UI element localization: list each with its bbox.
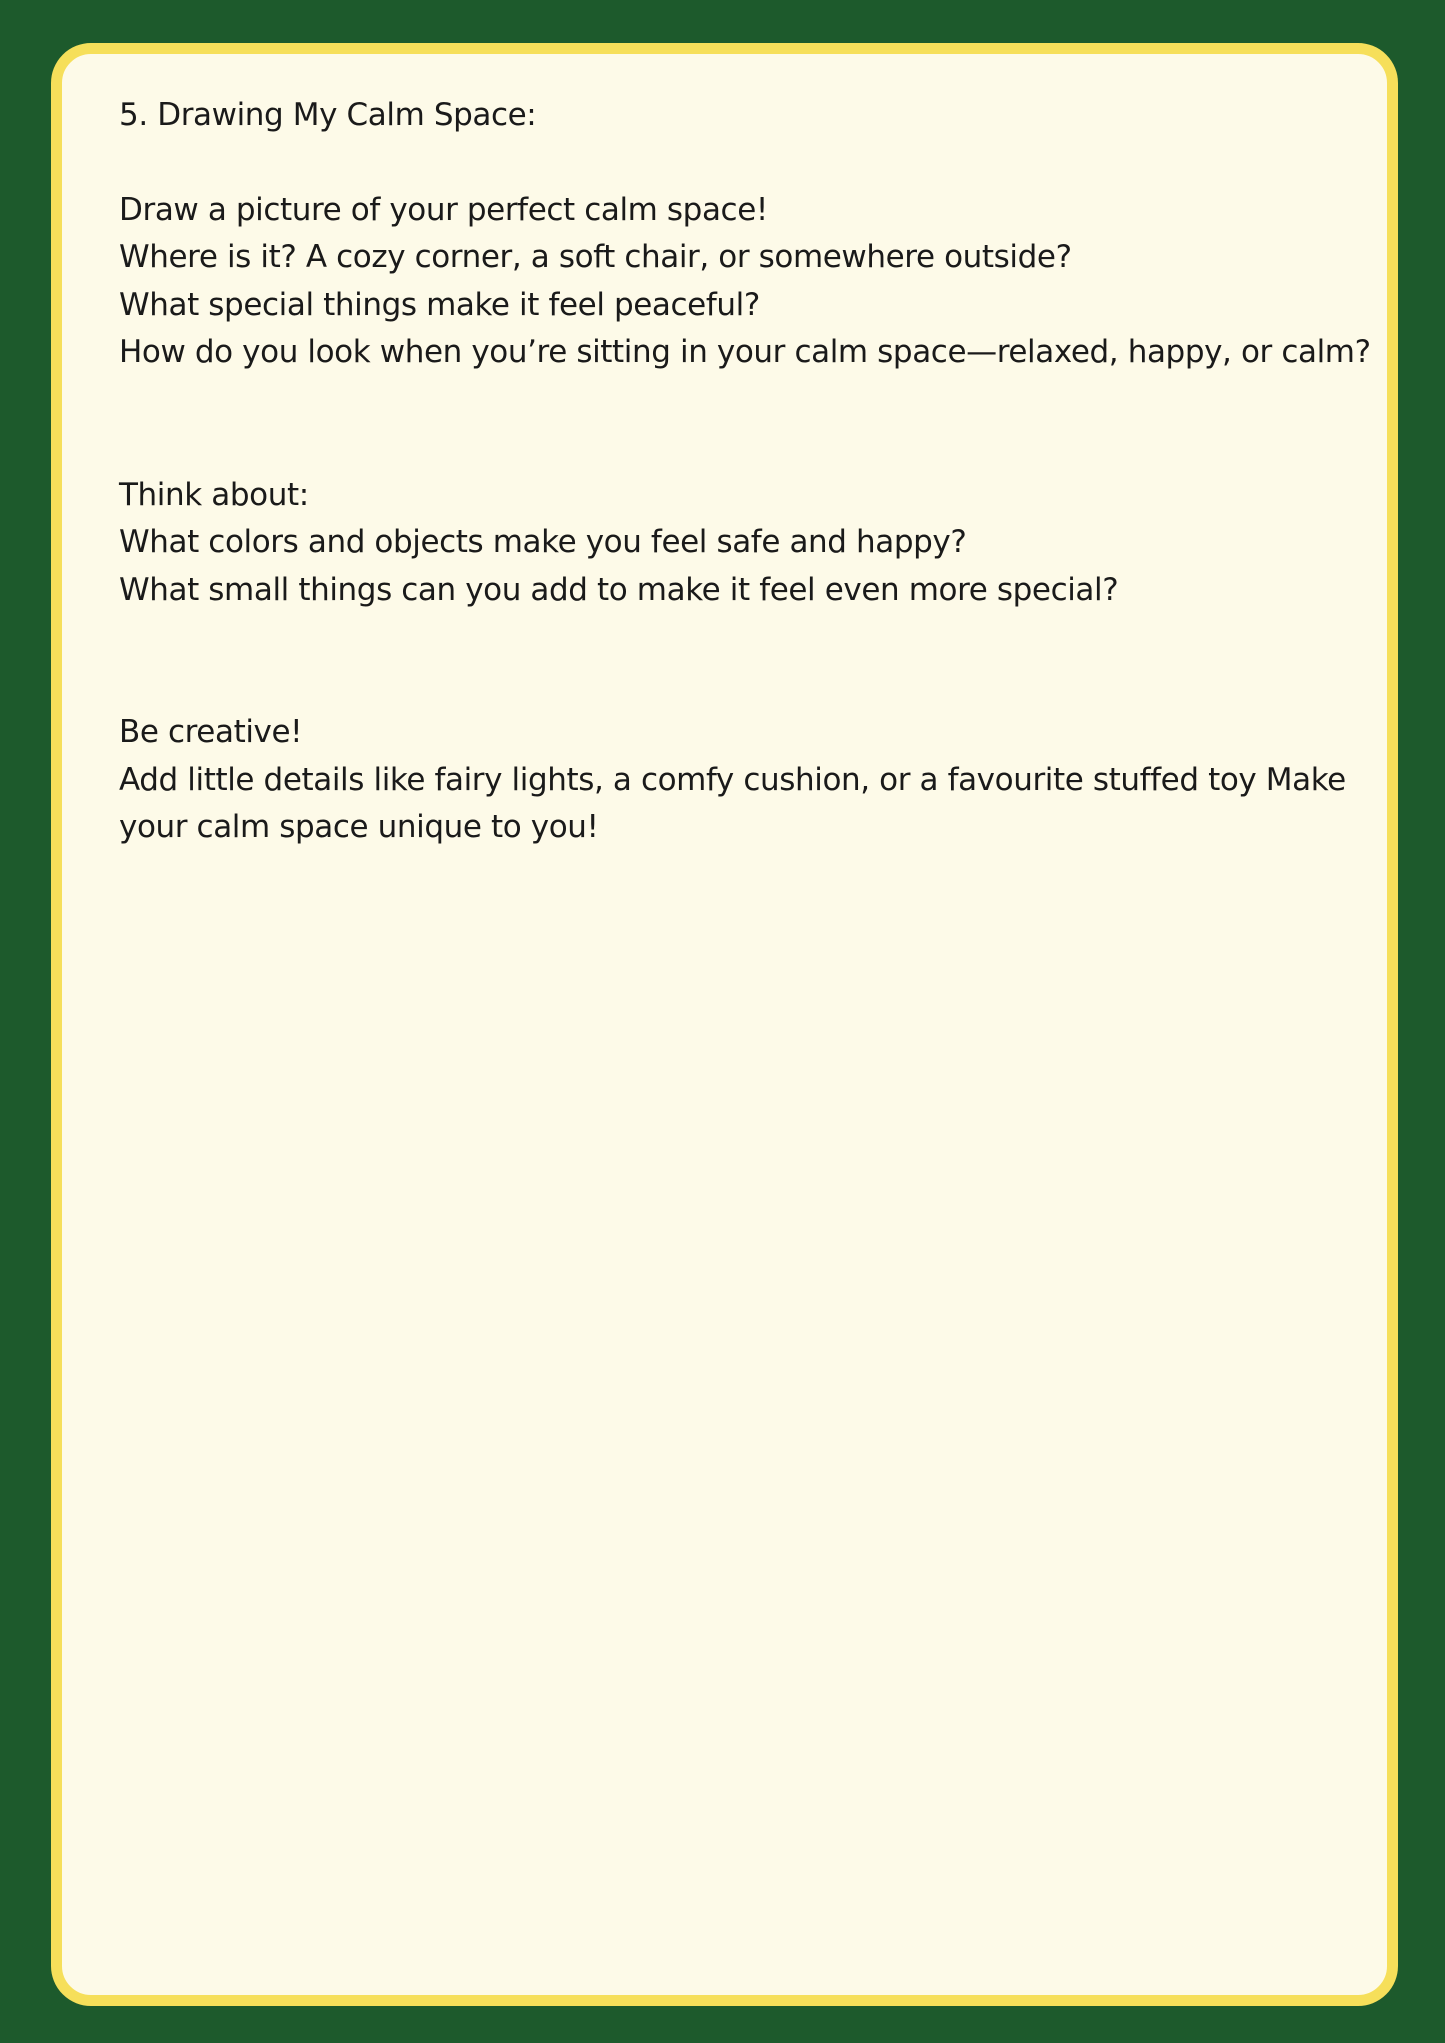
be-creative-section [119, 709, 1349, 852]
instruction-line: Draw a picture of your perfect calm space! [119, 191, 768, 228]
worksheet-content [119, 92, 1371, 852]
drawing-area[interactable] [102, 874, 1347, 1955]
worksheet-heading: 5. Drawing My Calm Space: [119, 97, 537, 133]
instruction-line: What special things make it feel peaceful? [119, 286, 760, 323]
be-creative-title: Be creative! [119, 714, 303, 750]
instruction-line: How do you look when you’re sitting in your calm space—relaxed, happy, or calm? [119, 334, 1371, 370]
be-creative-line: Add little details like fairy lights, a comfy cushion, or a favourite stuffed toy Make your calm space unique to you! [119, 761, 1346, 845]
think-about-line: What small things can you add to make it feel even more special? [119, 571, 1119, 608]
instruction-line: Where is it? A cozy corner, a soft chair, or somewhere outside? [119, 239, 1072, 275]
think-about-title: Think about: [119, 476, 309, 513]
think-about-line: What colors and objects make you feel safe and happy? [119, 524, 967, 560]
instructions-section [119, 187, 1371, 377]
think-about-section [119, 472, 1349, 615]
worksheet-card [51, 43, 1398, 2006]
